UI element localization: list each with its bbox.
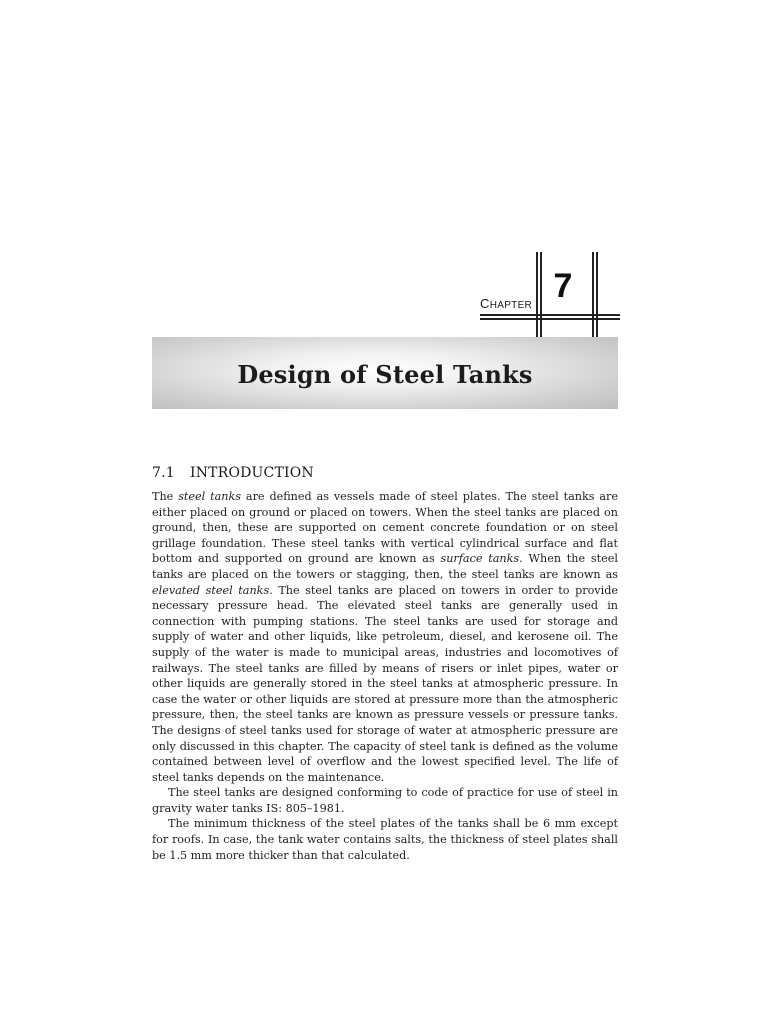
chapter-number: 7 [553,267,573,305]
chapter-mark [480,252,620,338]
chapter-title: Design of Steel Tanks [237,359,533,389]
chapter-label: CHAPTER [480,296,533,311]
term-elevated-steel-tanks: elevated steel tanks [152,583,270,597]
section-title: INTRODUCTION [190,465,314,481]
term-steel-tanks: steel tanks [178,490,242,503]
chapter-rule-horizontal [480,318,620,320]
term-surface-tanks: surface tanks [440,552,520,566]
chapter-title-banner [152,337,618,409]
section-heading [152,465,314,481]
chapter-rule-horizontal [480,314,620,316]
body-text [152,489,618,863]
chapter-rule-vertical [596,252,598,338]
section-number: 7.1 [152,465,175,481]
paragraph-thickness: The minimum thickness of the steel plates of the tanks shall be 6 mm except for roofs. In case, the tank water contains salts, the thickness of steel plates shall be 1.5 mm more thicker than that calculated. [152,817,618,862]
chapter-rule-vertical [536,252,538,338]
chapter-rule-vertical [592,252,594,338]
paragraph-code: The steel tanks are designed conforming to code of practice for use of steel in gravity water tanks IS: 805–1981. [152,786,618,815]
paragraph-intro: The steel tanks are defined as vessels made of steel plates. The steel tanks are either placed on ground or placed on towers. When the steel tanks are placed on ground, then, these are supported on cement concrete foundation or on steel grillage foundation. These steel tanks with vertical cylindrical surface and flat bottom and supported on ground are known as surface tanks. When the steel tanks are placed on the towers or stagging, then, the steel tanks are known as elevated steel tanks. The steel tanks are placed on towers in order to provide necessary pressure head. The elevated steel tanks are generally used in connection with pumping stations. The steel tanks are used for storage and supply of water and other liquids, like petroleum, diesel, and kerosene oil. The supply of the water is made to municipal areas, industries and locomotives of railways. The steel tanks are filled by means of risers or inlet pipes, water or other liquids are generally stored in the steel tanks at atmospheric pressure. In case the water or other liquids are stored at pressure more than the atmospheric pressure, then, the steel tanks are known as pressure vessels or pressure tanks. The designs of steel tanks used for storage of water at atmospheric pressure are only discussed in this chapter. The capacity of steel tank is defined as the volume contained between level of overflow and the lowest specified level. The life of steel tanks depends on the maintenance. [152,490,618,784]
